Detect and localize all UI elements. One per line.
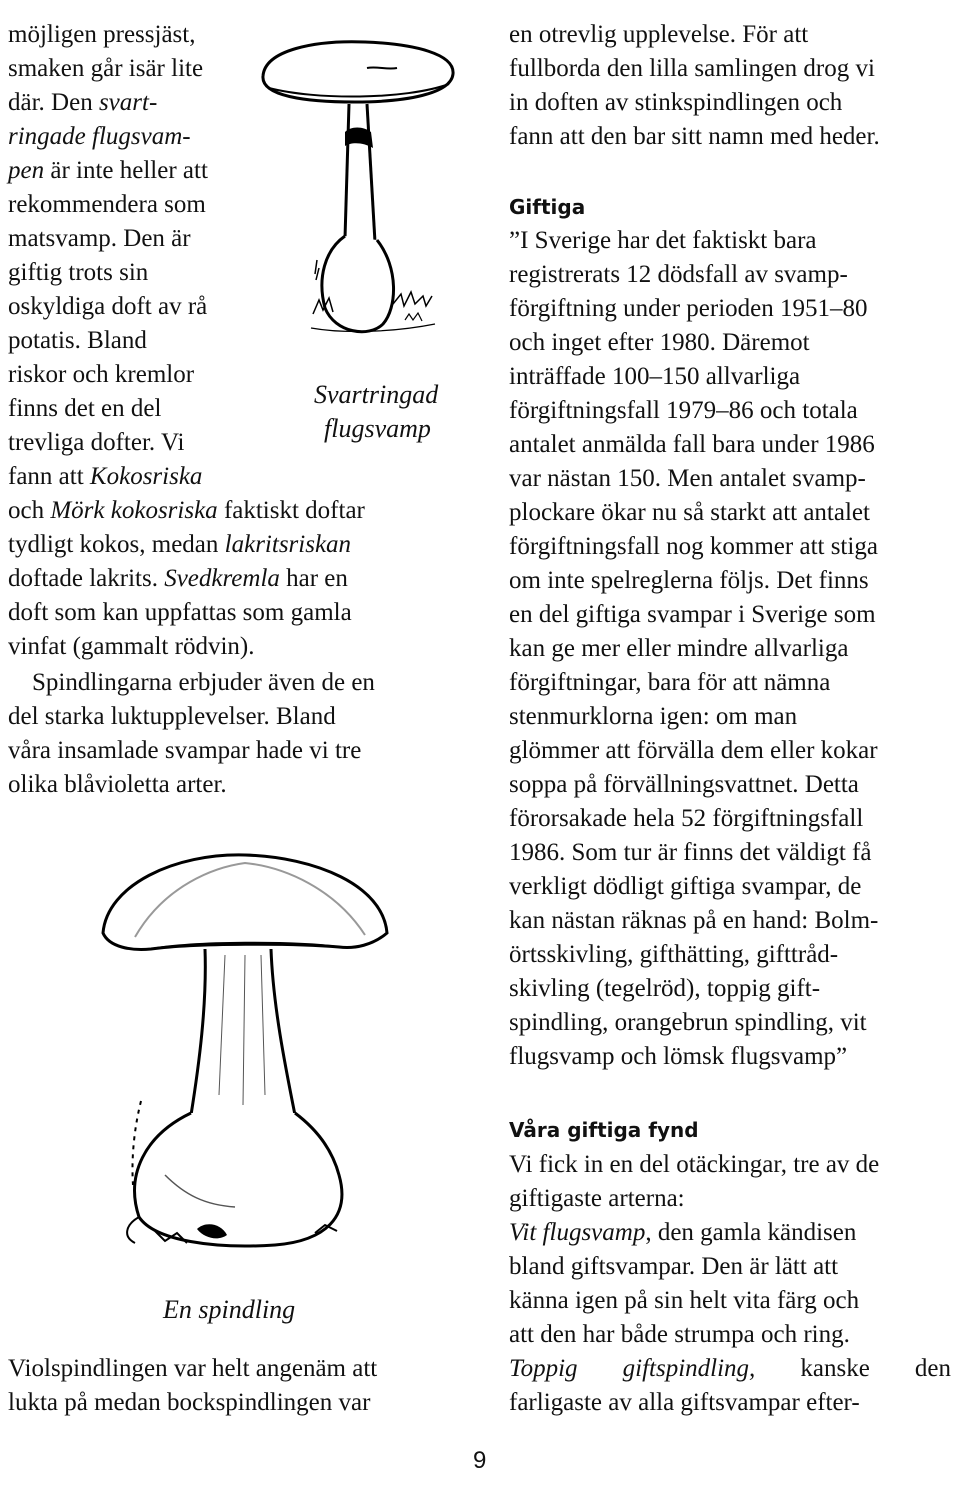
text-line: där. Den svart- xyxy=(8,89,158,116)
text-line: 1986. Som tur är finns det väldigt få xyxy=(509,839,872,866)
text-line: giftigaste arterna: xyxy=(509,1185,685,1212)
text-line: antalet anmälda fall bara under 1986 xyxy=(509,431,875,458)
text-line: doftade lakrits. Svedkremla har en xyxy=(8,565,348,592)
text-line: förgiftningsfall nog kommer att stiga xyxy=(509,533,878,560)
text-line: pen är inte heller att xyxy=(8,157,208,184)
text-line: flugsvamp och lömsk flugsvamp” xyxy=(509,1043,848,1070)
text-line: var nästan 150. Men antalet svamp- xyxy=(509,465,866,492)
text-line: vinfat (gammalt rödvin). xyxy=(8,633,255,660)
text-word: den xyxy=(914,1355,951,1382)
text-line: stenmurklorna igen: om man xyxy=(509,703,798,730)
text-line: oskyldiga doft av rå xyxy=(8,293,208,320)
text-line: lukta på medan bockspindlingen var xyxy=(8,1389,371,1416)
text-line: förorsakade hela 52 förgiftningsfall xyxy=(509,805,864,832)
text-line: förgiftning under perioden 1951–80 xyxy=(509,295,868,322)
text-line: trevliga dofter. Vi xyxy=(8,429,185,456)
text-line: Vi fick in en del otäckingar, tre av de xyxy=(509,1151,880,1178)
text-line: känna igen på sin helt vita färg och xyxy=(509,1287,860,1314)
figure-caption: Svartringad xyxy=(314,380,439,409)
text-line: fullborda den lilla samlingen drog vi xyxy=(509,55,875,82)
text-line: ringade flugsvam- xyxy=(8,123,191,150)
text-line: smaken går isär lite xyxy=(8,55,204,82)
text-line: riskor och kremlor xyxy=(8,361,195,388)
text-line: del starka luktupplevelser. Bland xyxy=(8,703,336,730)
text-line: farligaste av alla giftsvampar efter- xyxy=(509,1389,860,1416)
text-line: finns det en del xyxy=(8,395,162,422)
text-line: fann att den bar sitt namn med heder. xyxy=(509,123,880,150)
text-line: glömmer att förvälla dem eller kokar xyxy=(509,737,878,764)
text-line: våra insamlade svampar hade vi tre xyxy=(8,737,362,764)
text-word: giftspindling, xyxy=(622,1355,756,1382)
text-line: registrerats 12 dödsfall av svamp- xyxy=(509,261,848,288)
section-heading: Giftiga xyxy=(509,195,586,219)
text-line: potatis. Bland xyxy=(8,327,147,354)
text-line: verkligt dödligt giftiga svampar, de xyxy=(509,873,862,900)
figure-caption: flugsvamp xyxy=(324,414,431,443)
text-line: doft som kan uppfattas som gamla xyxy=(8,599,352,626)
text-line: kan nästan räknas på en hand: Bolm- xyxy=(509,907,879,934)
page-number: 9 xyxy=(473,1447,487,1474)
text-line: förgiftningar, bara för att nämna xyxy=(509,669,831,696)
figure-caption: En spindling xyxy=(163,1295,296,1324)
section-heading: Våra giftiga fynd xyxy=(509,1118,699,1142)
text-line: om inte spelreglerna följs. Det finns xyxy=(509,567,869,594)
text-line: en del giftiga svampar i Sverige som xyxy=(509,601,876,628)
text-line: örtsskivling, gifthätting, gifttråd- xyxy=(509,941,839,968)
text-line: en otrevlig upplevelse. För att xyxy=(509,21,809,48)
text-line: Spindlingarna erbjuder även de en xyxy=(32,669,375,696)
text-line-justified xyxy=(509,1352,951,1386)
text-line: plockare ökar nu så starkt att antalet xyxy=(509,499,870,526)
text-line: tydligt kokos, medan lakritsriskan xyxy=(8,531,352,558)
text-line: och inget efter 1980. Däremot xyxy=(509,329,810,356)
text-line: kan ge mer eller mindre allvarliga xyxy=(509,635,849,662)
text-line: rekommendera som xyxy=(8,191,206,218)
text-line: Vit flugsvamp, den gamla kändisen xyxy=(509,1219,857,1246)
text-line: och Mörk kokosriska faktiskt doftar xyxy=(8,497,365,524)
text-line: olika blåvioletta arter. xyxy=(8,771,227,798)
text-line: spindling, orangebrun spindling, vit xyxy=(509,1009,867,1036)
text-line: skivling (tegelröd), toppig gift- xyxy=(509,975,821,1002)
text-line: Violspindlingen var helt angenäm att xyxy=(8,1355,378,1382)
text-line: ”I Sverige har det faktiskt bara xyxy=(509,227,817,254)
text-line: inträffade 100–150 allvarliga xyxy=(509,363,801,390)
text-line: in doften av stinkspindlingen och xyxy=(509,89,843,116)
text-line: förgiftningsfall 1979–86 och totala xyxy=(509,397,858,424)
text-line: möjligen pressjäst, xyxy=(8,21,196,48)
text-line: matsvamp. Den är xyxy=(8,225,191,252)
svartringad-flugsvamp-illustration xyxy=(255,28,460,358)
text-line: giftig trots sin xyxy=(8,259,149,286)
text-line: att den har både strumpa och ring. xyxy=(509,1321,850,1348)
text-word: kanske xyxy=(800,1355,870,1382)
text-line: bland giftsvampar. Den är lätt att xyxy=(509,1253,839,1280)
spindling-illustration xyxy=(95,845,395,1275)
text-line: fann att Kokosriska xyxy=(8,463,203,490)
text-line: soppa på förvällningsvattnet. Detta xyxy=(509,771,859,798)
text-word: Toppig xyxy=(509,1355,578,1382)
